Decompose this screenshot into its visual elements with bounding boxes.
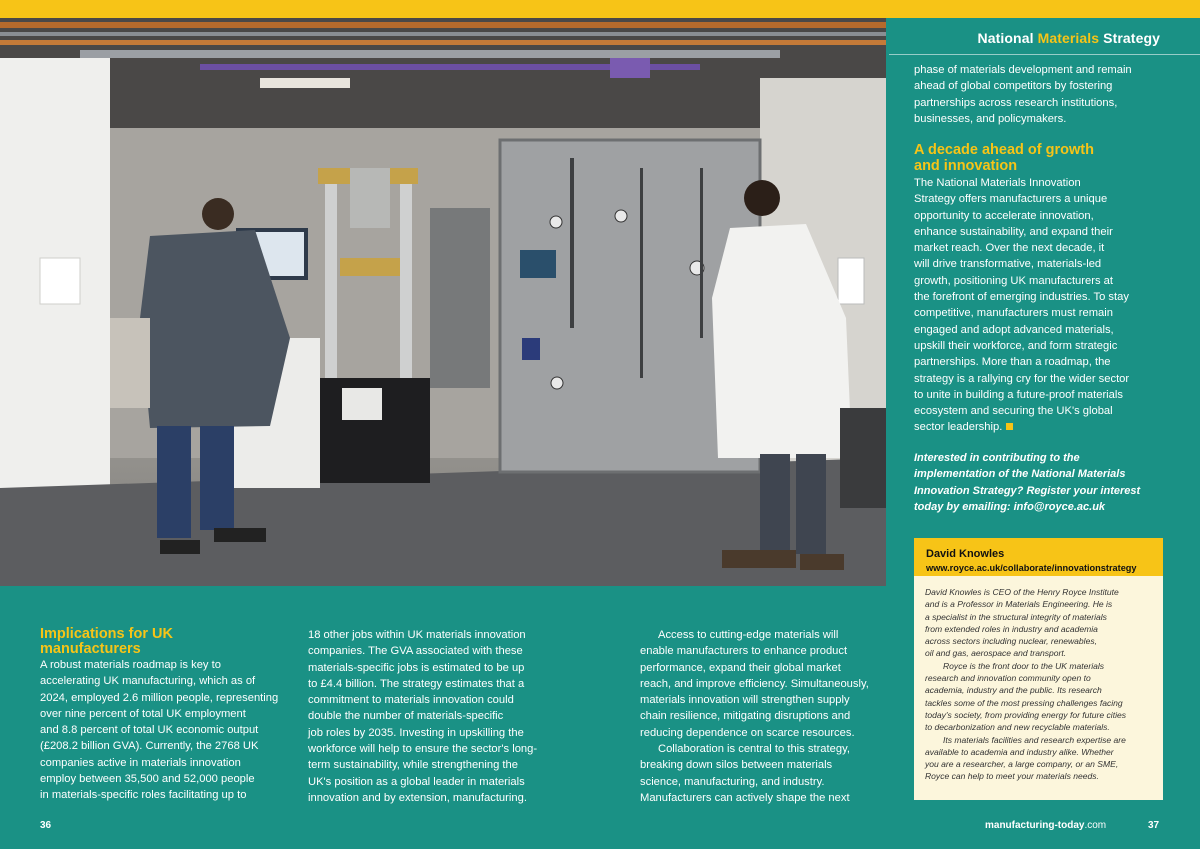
body-line: engaged and adopt advanced materials, [914, 323, 1114, 336]
header-title-suffix: Strategy [1099, 30, 1160, 46]
body-line: 2024, employed 2.6 million people, representing [40, 691, 279, 704]
body-line: to unite in building a future-proof materials [914, 388, 1123, 401]
bio-line: and is a Professor in Materials Engineering. He is [925, 599, 1113, 610]
body-line: materials innovation will strengthen supply [640, 694, 850, 707]
author-name: David Knowles [926, 548, 1005, 560]
bio-line: available to academia and industry alike. Whether [925, 746, 1114, 757]
bottom-column-2 [308, 627, 568, 806]
body-line: Manufacturers can actively shape the next [640, 791, 850, 804]
heading-line: and innovation [914, 158, 1018, 174]
body-line: growth, positioning UK manufacturers at [914, 274, 1113, 287]
bio-line: David Knowles is CEO of the Henry Royce Institute [925, 587, 1119, 597]
cta-line: Innovation Strategy? Register your interest [914, 484, 1141, 497]
body-line: 18 other jobs within UK materials innovation [308, 629, 526, 641]
bio-line: Royce can help to meet your materials needs. [925, 771, 1099, 782]
bio-line: to decarbonization and new recyclable materials. [925, 722, 1110, 733]
header-title-prefix: National [977, 30, 1038, 46]
intro-line: phase of materials development and remain [914, 64, 1132, 76]
intro-line: partnerships across research institutions, [914, 96, 1118, 109]
body-line: to £4.4 billion. The strategy estimates that a [308, 677, 525, 690]
body-line: Strategy offers manufacturers a unique [914, 193, 1108, 206]
cta-line: Interested in contributing to the [914, 452, 1080, 464]
body-line: employ between 35,500 and 52,000 people [40, 773, 255, 786]
body-line: UK's position as a global leader in materials [308, 775, 525, 788]
cta-line: implementation of the National Materials [914, 468, 1126, 481]
body-line: science, manufacturing, and industry. [640, 775, 825, 788]
bio-line: oil and gas, aerospace and transport. [925, 648, 1067, 659]
body-line: partnerships. More than a roadmap, the [914, 356, 1111, 369]
bottom-column-1 [40, 627, 290, 804]
body-line: materials-specific jobs is estimated to be up [308, 661, 525, 674]
page-number-left: 36 [40, 820, 52, 831]
bio-line: today's society, from providing energy for future cities [925, 709, 1126, 720]
right-intro-paragraph [914, 62, 1164, 127]
body-line: chain resilience, mitigating disruptions and [640, 710, 851, 723]
header-divider [889, 54, 1200, 55]
body-line: and 8.8 percent of total UK economic output [40, 724, 259, 737]
body-line: The National Materials Innovation [914, 177, 1081, 189]
footer-site-link[interactable] [985, 820, 1106, 831]
body-line: (£208.2 billion GVA). Currently, the 2768 UK [40, 740, 259, 753]
cta-email-line[interactable]: today by emailing: info@royce.ac.uk [914, 500, 1106, 513]
body-line: ecosystem and securing the UK's global [914, 405, 1113, 418]
body-line: upskill their workforce, and form strategic [914, 339, 1118, 352]
intro-line: ahead of global competitors by fostering [914, 80, 1113, 93]
page-header-title [900, 30, 1160, 46]
section-heading-decade [914, 142, 1164, 174]
body-line: Collaboration is central to this strategy, [658, 743, 850, 756]
section-heading-implications: Implications for UK [40, 626, 173, 642]
intro-line: businesses, and policymakers. [914, 112, 1067, 125]
body-line: job roles by 2035. Investing in upskilling the [308, 726, 524, 739]
header-title-accent: Materials [1037, 30, 1100, 46]
site-suffix: .com [1084, 820, 1107, 831]
bottom-column-3 [640, 627, 900, 806]
heading-line: A decade ahead of growth [914, 142, 1094, 158]
body-line: A robust materials roadmap is key to [40, 659, 221, 671]
body-line: workforce will help to ensure the sector's long- [308, 743, 538, 756]
site-name: manufacturing-today [985, 820, 1085, 831]
body-line: breaking down silos between materials [640, 759, 833, 772]
body-line: Access to cutting-edge materials will [658, 629, 839, 641]
author-url-link[interactable]: www.royce.ac.uk/collaborate/innovationstrategy [926, 563, 1137, 573]
author-box [914, 538, 1163, 800]
decade-body-paragraph [914, 175, 1164, 436]
call-to-action [914, 450, 1164, 515]
bio-line: academia, industry and the public. Its research [925, 685, 1102, 696]
body-line: term sustainability, while strengthening the [308, 759, 518, 772]
section-heading-implications: manufacturers [40, 641, 141, 657]
body-line-text: sector leadership. [914, 421, 1003, 434]
laboratory-illustration [0, 18, 886, 586]
body-line: companies. The GVA associated with these [308, 645, 523, 658]
laboratory-photo [0, 18, 886, 586]
body-line: will drive transformative, materials-led [914, 258, 1102, 271]
bio-line: from extended roles in industry and academia [925, 623, 1098, 634]
body-line: enhance sustainability, and expand their [914, 225, 1113, 238]
end-mark-icon [1006, 423, 1013, 430]
bio-line: Royce is the front door to the UK materials [943, 660, 1105, 671]
bio-line: research and innovation community open to [925, 673, 1091, 684]
body-line: strategy is a rallying cry for the wider sector [914, 372, 1130, 385]
body-line: innovation and by extension, manufacturing. [308, 791, 527, 804]
author-header [914, 538, 1163, 576]
bio-line: Its materials facilities and research expertise are [943, 734, 1126, 745]
body-line: reach, and improve efficiency. Simultaneously, [640, 677, 869, 690]
top-accent-bar [0, 0, 1200, 18]
body-line: double the number of materials-specific [308, 710, 504, 723]
body-line: companies active in materials innovation [40, 756, 241, 769]
bio-line: you are a researcher, a large company, or an SME, [925, 759, 1119, 770]
bio-line: a specialist in the structural integrity of materials [925, 611, 1107, 622]
body-line: enable manufacturers to enhance product [640, 645, 848, 658]
body-line: market reach. Over the next decade, it [914, 242, 1105, 255]
author-bio [914, 576, 1163, 800]
body-line: competitive, manufacturers must remain [914, 307, 1113, 320]
body-line: commitment to materials innovation could [308, 694, 514, 707]
body-line: the forefront of emerging industries. To stay [914, 291, 1129, 304]
body-line: reducing dependence on scarce resources. [640, 726, 855, 739]
bio-line: across sectors including nuclear, renewables, [925, 636, 1097, 647]
body-line: over nine percent of total UK employment [40, 707, 246, 720]
bio-line: tackles some of the most pressing challenges facing [925, 697, 1123, 708]
body-line-last [914, 419, 1164, 435]
body-line: accelerating UK manufacturing, which as of [40, 675, 256, 688]
body-line: opportunity to accelerate innovation, [914, 209, 1094, 222]
body-line: performance, expand their global market [640, 661, 841, 674]
body-line: in materials-specific roles facilitating up to [40, 789, 247, 802]
page-number-right: 37 [1148, 820, 1160, 831]
